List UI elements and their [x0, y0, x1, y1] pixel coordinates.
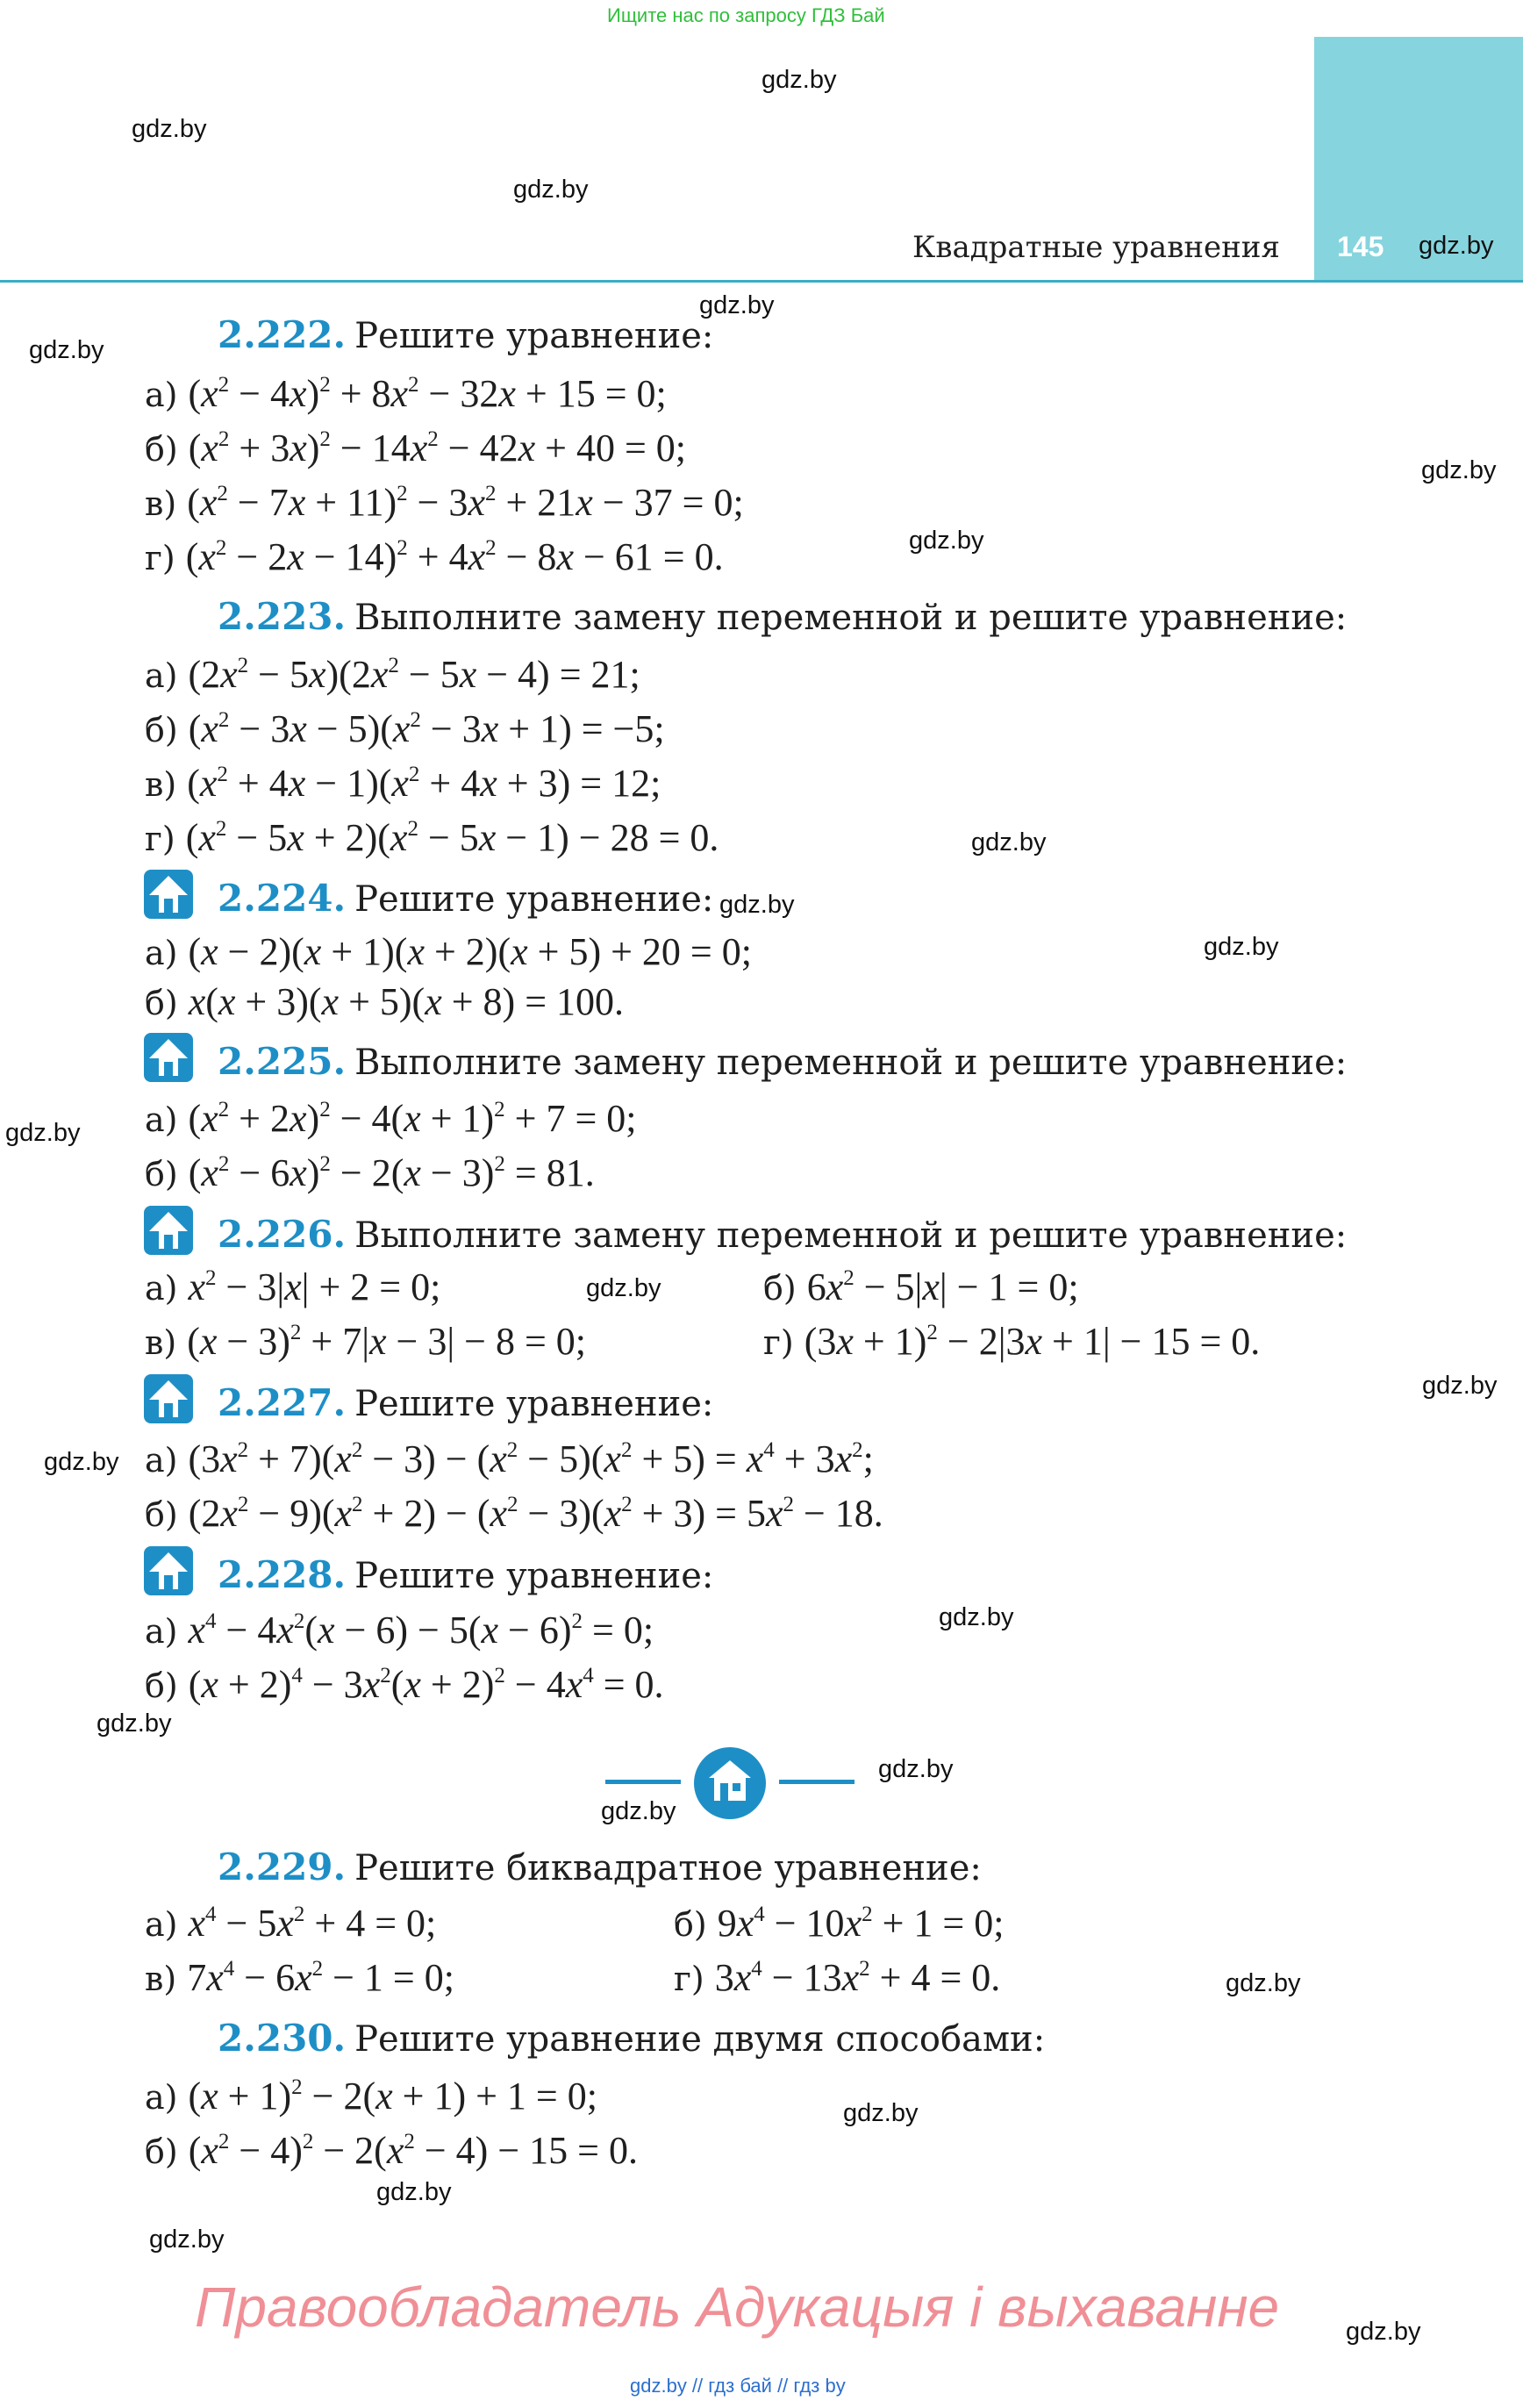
equation: в) $(x - 3)^2 + 7|x - 3| - 8 = 0$;: [145, 1320, 587, 1363]
watermark: gdz.by: [843, 2099, 919, 2127]
problem-number: 2.222.: [218, 313, 347, 356]
watermark: gdz.by: [1346, 2318, 1421, 2346]
equation: б) $9x^4 - 10x^2 + 1 = 0$;: [674, 1902, 1005, 1945]
problem-2-228-title: [218, 1553, 713, 1596]
watermark: gdz.by: [1421, 456, 1497, 484]
equation: в) $7x^4 - 6x^2 - 1 = 0$;: [145, 1956, 454, 1999]
watermark: gdz.by: [909, 527, 984, 555]
watermark: gdz.by: [1226, 1969, 1301, 1997]
top-banner: Ищите нас по запросу ГДЗ Бай: [607, 4, 885, 26]
equation: а) (x − 2)(x + 1)(x + 2)(x + 5) + 20 = 0;: [145, 930, 752, 973]
problem-text: Решите уравнение:: [354, 879, 714, 920]
bottom-links[interactable]: gdz.by // гдз бай // гдз by: [630, 2375, 846, 2397]
equation: а) $(x^2 - 4x)^2 + 8x^2 - 32x + 15 = 0$;: [145, 372, 667, 415]
problem-2-227-title: [218, 1381, 713, 1424]
equation: а) $(2x^2 - 5x)(2x^2 - 5x - 4) = 21$;: [145, 653, 640, 696]
problem-text: Решите уравнение:: [354, 1556, 714, 1596]
equation: б) $(x^2 - 4)^2 - 2(x^2 - 4) - 15 = 0$.: [145, 2129, 638, 2172]
house-arrow-icon: [143, 1205, 194, 1256]
separator-line-right: [779, 1780, 854, 1784]
watermark: gdz.by: [601, 1797, 676, 1825]
problem-text: Выполните замену переменной и решите уравнение:: [354, 1215, 1348, 1256]
problem-2-225-title: [218, 1040, 1347, 1083]
equation: а) $x^4 - 5x^2 + 4 = 0$;: [145, 1902, 437, 1945]
watermark: gdz.by: [149, 2225, 225, 2254]
problem-2-223-title: [218, 595, 1347, 638]
equation: г) $(x^2 - 5x + 2)(x^2 - 5x - 1) - 28 = 0$.: [145, 816, 719, 859]
problem-2-230-title: [218, 2017, 1045, 2060]
watermark: gdz.by: [44, 1448, 119, 1476]
equation: а) $x^2 - 3|x| + 2 = 0$;: [145, 1265, 441, 1308]
house-arrow-icon: [143, 1032, 194, 1083]
watermark: gdz.by: [1419, 232, 1494, 260]
house-arrow-icon: [143, 869, 194, 920]
equation: б) $(x^2 + 3x)^2 - 14x^2 - 42x + 40 = 0$;: [145, 426, 686, 469]
equation: а) $x^4 - 4x^2(x - 6) - 5(x - 6)^2 = 0$;: [145, 1609, 654, 1652]
watermark: gdz.by: [762, 66, 837, 94]
watermark: gdz.by: [586, 1274, 661, 1302]
equation: б) $(x^2 - 3x - 5)(x^2 - 3x + 1) = -5$;: [145, 707, 665, 750]
watermark: gdz.by: [1422, 1372, 1498, 1400]
equation: б) $(x + 2)^4 - 3x^2(x + 2)^2 - 4x^4 = 0$.: [145, 1663, 664, 1706]
house-arrow-icon: [143, 1373, 194, 1424]
watermark: gdz.by: [939, 1603, 1014, 1631]
equation: г) $(3x + 1)^2 - 2|3x + 1| - 15 = 0$.: [763, 1320, 1261, 1363]
copyright-notice: Правообладатель Адукацыя і выхаванне: [195, 2275, 1280, 2339]
chapter-title: Квадратные уравнения: [912, 230, 1280, 265]
equation: в) $(x^2 + 4x - 1)(x^2 + 4x + 3) = 12$;: [145, 762, 661, 805]
equation: в) $(x^2 - 7x + 11)^2 - 3x^2 + 21x - 37 = 0$;: [145, 481, 744, 524]
problem-number: 2.226.: [218, 1213, 347, 1256]
problem-text: Решите уравнение:: [354, 316, 714, 356]
problem-text: Выполните замену переменной и решите уравнение:: [354, 598, 1348, 638]
problem-number: 2.225.: [218, 1040, 347, 1083]
watermark: gdz.by: [878, 1755, 954, 1783]
page-number: 145: [1337, 231, 1384, 262]
separator-line-left: [605, 1780, 681, 1784]
problem-number: 2.230.: [218, 2017, 347, 2060]
watermark: gdz.by: [5, 1119, 81, 1147]
watermark: gdz.by: [1204, 933, 1279, 961]
watermark: gdz.by: [376, 2178, 452, 2206]
header-rule: [0, 280, 1523, 283]
problem-2-222-title: [218, 313, 713, 356]
watermark: gdz.by: [699, 291, 775, 319]
problem-text: Решите уравнение:: [354, 1384, 714, 1424]
watermark: gdz.by: [132, 115, 207, 143]
problem-2-224-title: [218, 877, 713, 920]
equation: а) $(x + 1)^2 - 2(x + 1) + 1 = 0$;: [145, 2075, 597, 2118]
watermark: gdz.by: [971, 828, 1047, 856]
problem-number: 2.227.: [218, 1381, 347, 1424]
problem-2-226-title: [218, 1213, 1347, 1256]
problem-number: 2.223.: [218, 595, 347, 638]
house-arrow-icon: [143, 1545, 194, 1596]
watermark: gdz.by: [97, 1709, 172, 1738]
problem-text: Решите уравнение двумя способами:: [354, 2019, 1046, 2060]
equation: б) x(x + 3)(x + 5)(x + 8) = 100.: [145, 980, 625, 1023]
house-icon: [693, 1746, 767, 1820]
equation: б) $6x^2 - 5|x| - 1 = 0$;: [763, 1265, 1079, 1308]
watermark: gdz.by: [29, 336, 104, 364]
problem-2-229-title: [218, 1845, 982, 1888]
watermark: gdz.by: [513, 176, 589, 204]
problem-text: Решите биквадратное уравнение:: [354, 1848, 982, 1888]
watermark: gdz.by: [719, 891, 795, 919]
problem-number: 2.229.: [218, 1845, 347, 1888]
equation: б) $(x^2 - 6x)^2 - 2(x - 3)^2 = 81$.: [145, 1151, 595, 1194]
equation: г) $(x^2 - 2x - 14)^2 + 4x^2 - 8x - 61 = 0$.: [145, 535, 724, 578]
equation: г) $3x^4 - 13x^2 + 4 = 0$.: [674, 1956, 1001, 1999]
problem-number: 2.228.: [218, 1553, 347, 1596]
equation: б) $(2x^2 - 9)(x^2 + 2) - (x^2 - 3)(x^2 + 3) = 5x^2 - 18$.: [145, 1492, 883, 1535]
problem-number: 2.224.: [218, 877, 347, 920]
problem-text: Выполните замену переменной и решите уравнение:: [354, 1043, 1348, 1083]
equation: а) $(x^2 + 2x)^2 - 4(x + 1)^2 + 7 = 0$;: [145, 1097, 637, 1140]
equation: а) $(3x^2 + 7)(x^2 - 3) - (x^2 - 5)(x^2 + 5) = x^4 + 3x^2$;: [145, 1437, 874, 1480]
